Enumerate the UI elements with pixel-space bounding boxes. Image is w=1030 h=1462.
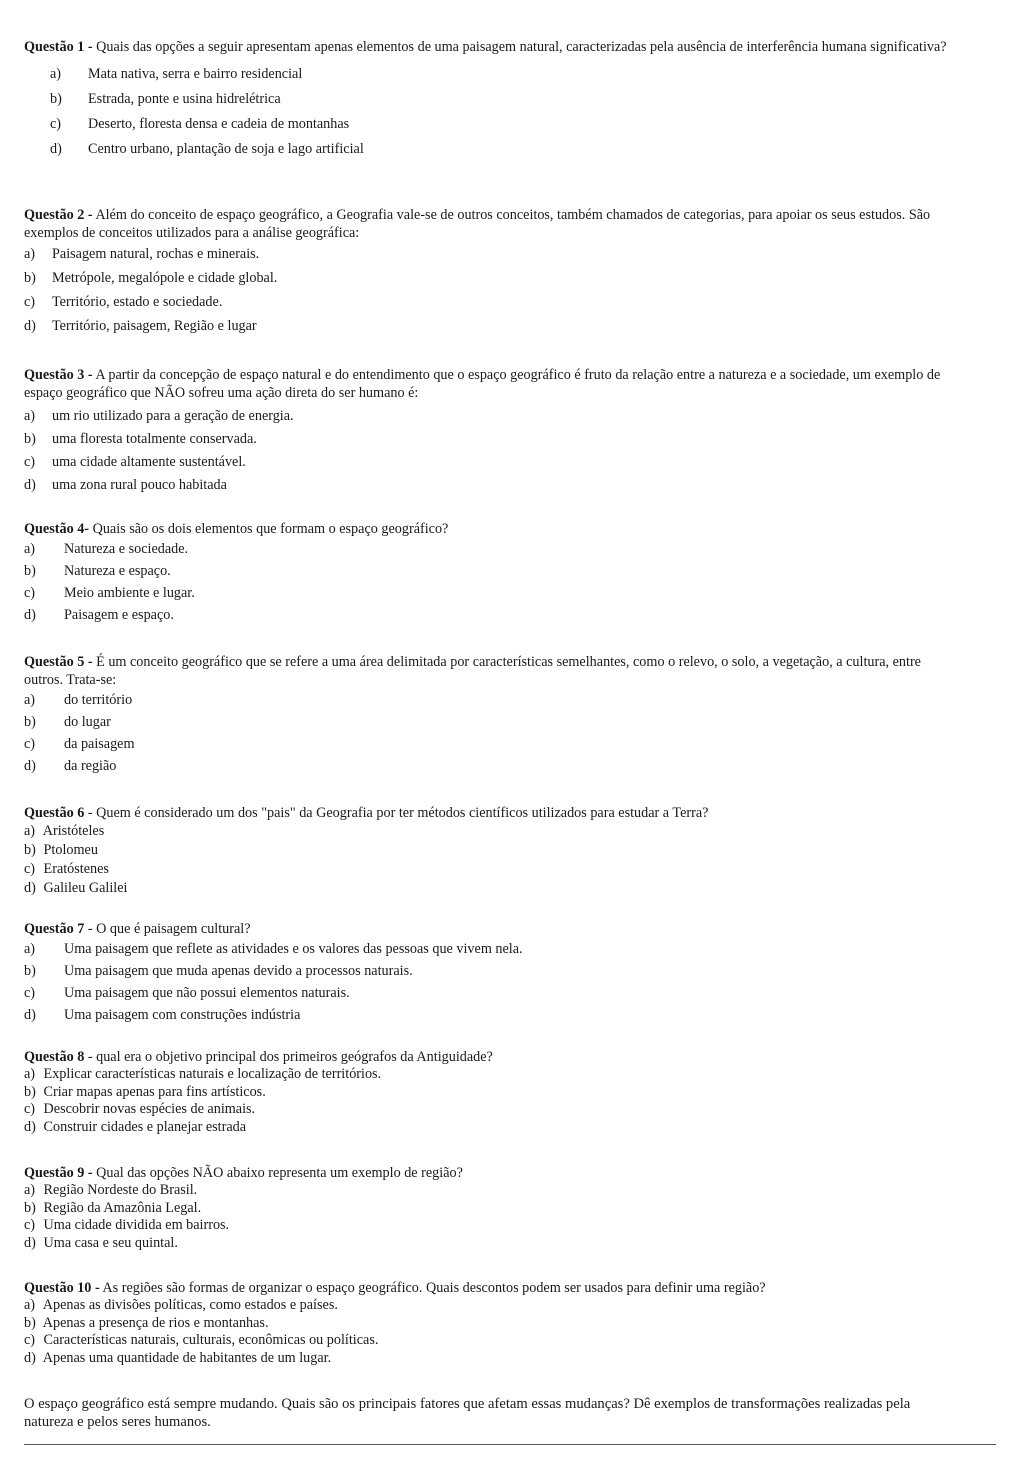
option-text: da região xyxy=(64,758,117,774)
question-stem xyxy=(24,1164,974,1182)
option-b xyxy=(24,266,974,290)
option-text: do território xyxy=(64,692,133,708)
option-letter: b) xyxy=(24,270,36,286)
question-text: É um conceito geográfico que se refere a uma área delimitada por características semelhantes, como o relevo, o solo, a vegetação, a cultura, entre outros. Trata-se: xyxy=(24,654,921,688)
option-letter: d) xyxy=(24,318,36,334)
option-text: Apenas a presença de rios e montanhas. xyxy=(42,1314,269,1331)
option-text: Descobrir novas espécies de animais. xyxy=(43,1101,256,1117)
option-text: Território, estado e sociedade. xyxy=(52,294,223,310)
option-c xyxy=(24,582,974,604)
question-stem xyxy=(24,366,974,402)
option-letter: a) xyxy=(24,823,36,839)
option-letter: d) xyxy=(24,477,36,493)
option-letter: b) xyxy=(24,842,36,858)
options-list xyxy=(24,822,974,898)
option-b xyxy=(24,1200,974,1218)
option-text: Uma paisagem que não possui elementos naturais. xyxy=(64,985,350,1001)
option-d xyxy=(24,755,974,777)
question-10 xyxy=(24,1279,974,1367)
option-c xyxy=(24,733,974,755)
option-c xyxy=(24,451,974,474)
option-letter: b) xyxy=(24,963,36,979)
option-b xyxy=(50,87,974,112)
option-letter: a) xyxy=(24,692,36,708)
option-c xyxy=(24,1332,974,1350)
option-d xyxy=(24,474,974,497)
question-text: - O que é paisagem cultural? xyxy=(84,921,251,937)
option-letter: b) xyxy=(24,714,36,730)
option-a xyxy=(24,1182,974,1200)
option-text: Uma paisagem que reflete as atividades e os valores das pessoas que vivem nela. xyxy=(64,941,523,957)
options-list xyxy=(24,938,974,1026)
option-text: Uma paisagem com construções indústria xyxy=(64,1007,301,1023)
question-5 xyxy=(24,653,974,777)
option-text: Uma casa e seu quintal. xyxy=(43,1234,178,1251)
option-d xyxy=(50,137,974,162)
option-d xyxy=(24,1004,974,1026)
options-list xyxy=(24,1297,974,1367)
question-stem xyxy=(24,1048,974,1066)
option-text: do lugar xyxy=(64,714,111,730)
options-list xyxy=(24,1066,974,1136)
option-letter: c) xyxy=(24,1217,36,1233)
option-letter: a) xyxy=(24,408,36,424)
option-letter: a) xyxy=(50,66,62,82)
option-d xyxy=(24,1235,974,1253)
option-letter: a) xyxy=(24,246,36,262)
option-letter: c) xyxy=(50,116,62,132)
final-question-text: O espaço geográfico está sempre mudando. Quais são os principais fatores que afetam essas mudanças? Dê exemplos de transformações realizadas pela natureza e pelos seres humanos. xyxy=(24,1396,911,1430)
question-1 xyxy=(24,38,974,162)
option-text: uma zona rural pouco habitada xyxy=(52,477,227,493)
final-question xyxy=(24,1395,974,1431)
option-c xyxy=(24,1217,974,1235)
option-a xyxy=(24,405,974,428)
option-letter: a) xyxy=(24,1182,36,1198)
question-2 xyxy=(24,206,974,338)
option-c xyxy=(24,290,974,314)
option-text: Natureza e sociedade. xyxy=(64,541,189,557)
option-letter: b) xyxy=(24,1083,36,1100)
option-b xyxy=(24,1315,974,1333)
options-list xyxy=(24,1182,974,1252)
option-a xyxy=(24,822,974,841)
option-letter: d) xyxy=(24,1007,36,1023)
options-list xyxy=(24,62,974,162)
option-text: Paisagem natural, rochas e minerais. xyxy=(52,246,260,262)
option-letter: b) xyxy=(24,1199,36,1216)
question-text: Qual das opções NÃO abaixo representa um exemplo de região? xyxy=(92,1165,463,1181)
question-text: A partir da concepção de espaço natural e do entendimento que o espaço geográfico é fruto da relação entre a natureza e a sociedade, um exemplo de espaço geográfico que NÃO sofreu uma ação direta do ser humano é: xyxy=(24,367,941,401)
question-label: Questão 6 xyxy=(24,805,85,821)
question-stem xyxy=(24,1279,974,1297)
question-text: Além do conceito de espaço geográfico, a Geografia vale-se de outros conceitos, também chamados de categorias, para apoiar os seus estudos. São exemplos de conceitos utilizados para a análise geográfica: xyxy=(24,207,931,241)
option-d xyxy=(24,879,974,898)
option-letter: d) xyxy=(24,1349,36,1366)
option-a xyxy=(24,1297,974,1315)
question-4 xyxy=(24,520,974,626)
options-list xyxy=(24,689,974,777)
option-text: Metrópole, megalópole e cidade global. xyxy=(52,270,278,286)
answer-line[interactable] xyxy=(24,1444,996,1445)
question-label: Questão 1 - xyxy=(24,39,93,55)
option-text: Apenas uma quantidade de habitantes de um lugar. xyxy=(42,1349,332,1366)
option-text: da paisagem xyxy=(64,736,135,752)
option-a xyxy=(24,1066,974,1084)
option-letter: a) xyxy=(24,1297,36,1313)
option-text: Eratóstenes xyxy=(43,861,109,877)
question-text: Quais das opções a seguir apresentam apenas elementos de uma paisagem natural, caracterizadas pela ausência de interferência humana significativa? xyxy=(92,39,947,55)
option-d xyxy=(24,1119,974,1137)
option-a xyxy=(50,62,974,87)
option-text: Apenas as divisões políticas, como estados e países. xyxy=(42,1297,338,1313)
question-stem xyxy=(24,920,974,938)
option-letter: c) xyxy=(24,1101,36,1117)
option-text: Centro urbano, plantação de soja e lago artificial xyxy=(88,141,364,157)
question-3 xyxy=(24,366,974,497)
question-label: Questão 4- xyxy=(24,521,90,537)
question-7 xyxy=(24,920,974,1026)
option-text: Região da Amazônia Legal. xyxy=(43,1199,202,1216)
question-stem xyxy=(24,38,974,56)
option-text: Mata nativa, serra e bairro residencial xyxy=(88,66,303,82)
option-text: Região Nordeste do Brasil. xyxy=(43,1182,198,1198)
question-stem xyxy=(24,653,974,689)
option-text: Galileu Galilei xyxy=(43,880,128,896)
question-label: Questão 7 xyxy=(24,921,85,937)
option-letter: c) xyxy=(24,585,36,601)
option-text: Construir cidades e planejar estrada xyxy=(43,1118,247,1135)
option-letter: d) xyxy=(24,1234,36,1251)
option-b xyxy=(24,1084,974,1102)
question-stem xyxy=(24,206,974,242)
question-8 xyxy=(24,1048,974,1136)
option-text: Meio ambiente e lugar. xyxy=(64,585,195,601)
options-list xyxy=(24,405,974,497)
option-letter: d) xyxy=(24,880,36,896)
option-letter: c) xyxy=(24,736,36,752)
option-text: Estrada, ponte e usina hidrelétrica xyxy=(88,91,281,107)
option-c xyxy=(24,1101,974,1119)
option-text: Características naturais, culturais, econômicas ou políticas. xyxy=(43,1332,379,1348)
option-a xyxy=(24,689,974,711)
question-text: - qual era o objetivo principal dos primeiros geógrafos da Antiguidade? xyxy=(84,1049,493,1065)
question-label: Questão 8 xyxy=(24,1049,85,1065)
option-letter: b) xyxy=(24,1314,36,1331)
options-list xyxy=(24,242,974,338)
option-text: Explicar características naturais e localização de territórios. xyxy=(43,1066,382,1082)
option-d xyxy=(24,1350,974,1368)
question-text: As regiões são formas de organizar o espaço geográfico. Quais descontos podem ser usados para definir uma região? xyxy=(99,1280,766,1296)
option-letter: b) xyxy=(50,91,62,107)
option-a xyxy=(24,938,974,960)
option-a xyxy=(24,538,974,560)
question-label: Questão 10 - xyxy=(24,1280,100,1296)
option-letter: c) xyxy=(24,985,36,1001)
option-d xyxy=(24,314,974,338)
question-text: Quais são os dois elementos que formam o espaço geográfico? xyxy=(89,521,449,537)
option-letter: d) xyxy=(24,1118,36,1135)
option-text: Natureza e espaço. xyxy=(64,563,171,579)
option-text: Paisagem e espaço. xyxy=(64,607,174,623)
option-letter: d) xyxy=(24,758,36,774)
option-text: Deserto, floresta densa e cadeia de montanhas xyxy=(88,116,350,132)
option-b xyxy=(24,841,974,860)
option-letter: b) xyxy=(24,563,36,579)
question-9 xyxy=(24,1164,974,1252)
option-letter: a) xyxy=(24,541,36,557)
option-text: uma cidade altamente sustentável. xyxy=(52,454,246,470)
question-label: Questão 9 - xyxy=(24,1165,93,1181)
option-text: Ptolomeu xyxy=(43,842,98,858)
option-c xyxy=(24,860,974,879)
option-text: um rio utilizado para a geração de energia. xyxy=(52,408,294,424)
option-c xyxy=(50,112,974,137)
question-stem xyxy=(24,520,974,538)
option-text: uma floresta totalmente conservada. xyxy=(52,431,257,447)
option-text: Criar mapas apenas para fins artísticos. xyxy=(43,1083,266,1100)
question-6 xyxy=(24,804,974,898)
option-b xyxy=(24,428,974,451)
question-label: Questão 3 - xyxy=(24,367,93,383)
option-a xyxy=(24,242,974,266)
option-letter: d) xyxy=(50,141,62,157)
question-label: Questão 2 - xyxy=(24,207,93,223)
option-b xyxy=(24,711,974,733)
option-b xyxy=(24,960,974,982)
option-text: Aristóteles xyxy=(42,823,105,839)
option-letter: c) xyxy=(24,294,36,310)
question-text: - Quem é considerado um dos "pais" da Geografia por ter métodos científicos utilizados para estudar a Terra? xyxy=(84,805,709,821)
option-text: Uma paisagem que muda apenas devido a processos naturais. xyxy=(64,963,413,979)
option-letter: c) xyxy=(24,1332,36,1348)
option-b xyxy=(24,560,974,582)
option-c xyxy=(24,982,974,1004)
option-letter: a) xyxy=(24,941,36,957)
option-text: Uma cidade dividida em bairros. xyxy=(43,1217,230,1233)
option-d xyxy=(24,604,974,626)
options-list xyxy=(24,538,974,626)
question-label: Questão 5 - xyxy=(24,654,93,670)
option-letter: b) xyxy=(24,431,36,447)
question-stem xyxy=(24,804,974,822)
option-letter: c) xyxy=(24,454,36,470)
option-letter: a) xyxy=(24,1066,36,1082)
option-letter: c) xyxy=(24,861,36,877)
option-text: Território, paisagem, Região e lugar xyxy=(52,318,257,334)
option-letter: d) xyxy=(24,607,36,623)
